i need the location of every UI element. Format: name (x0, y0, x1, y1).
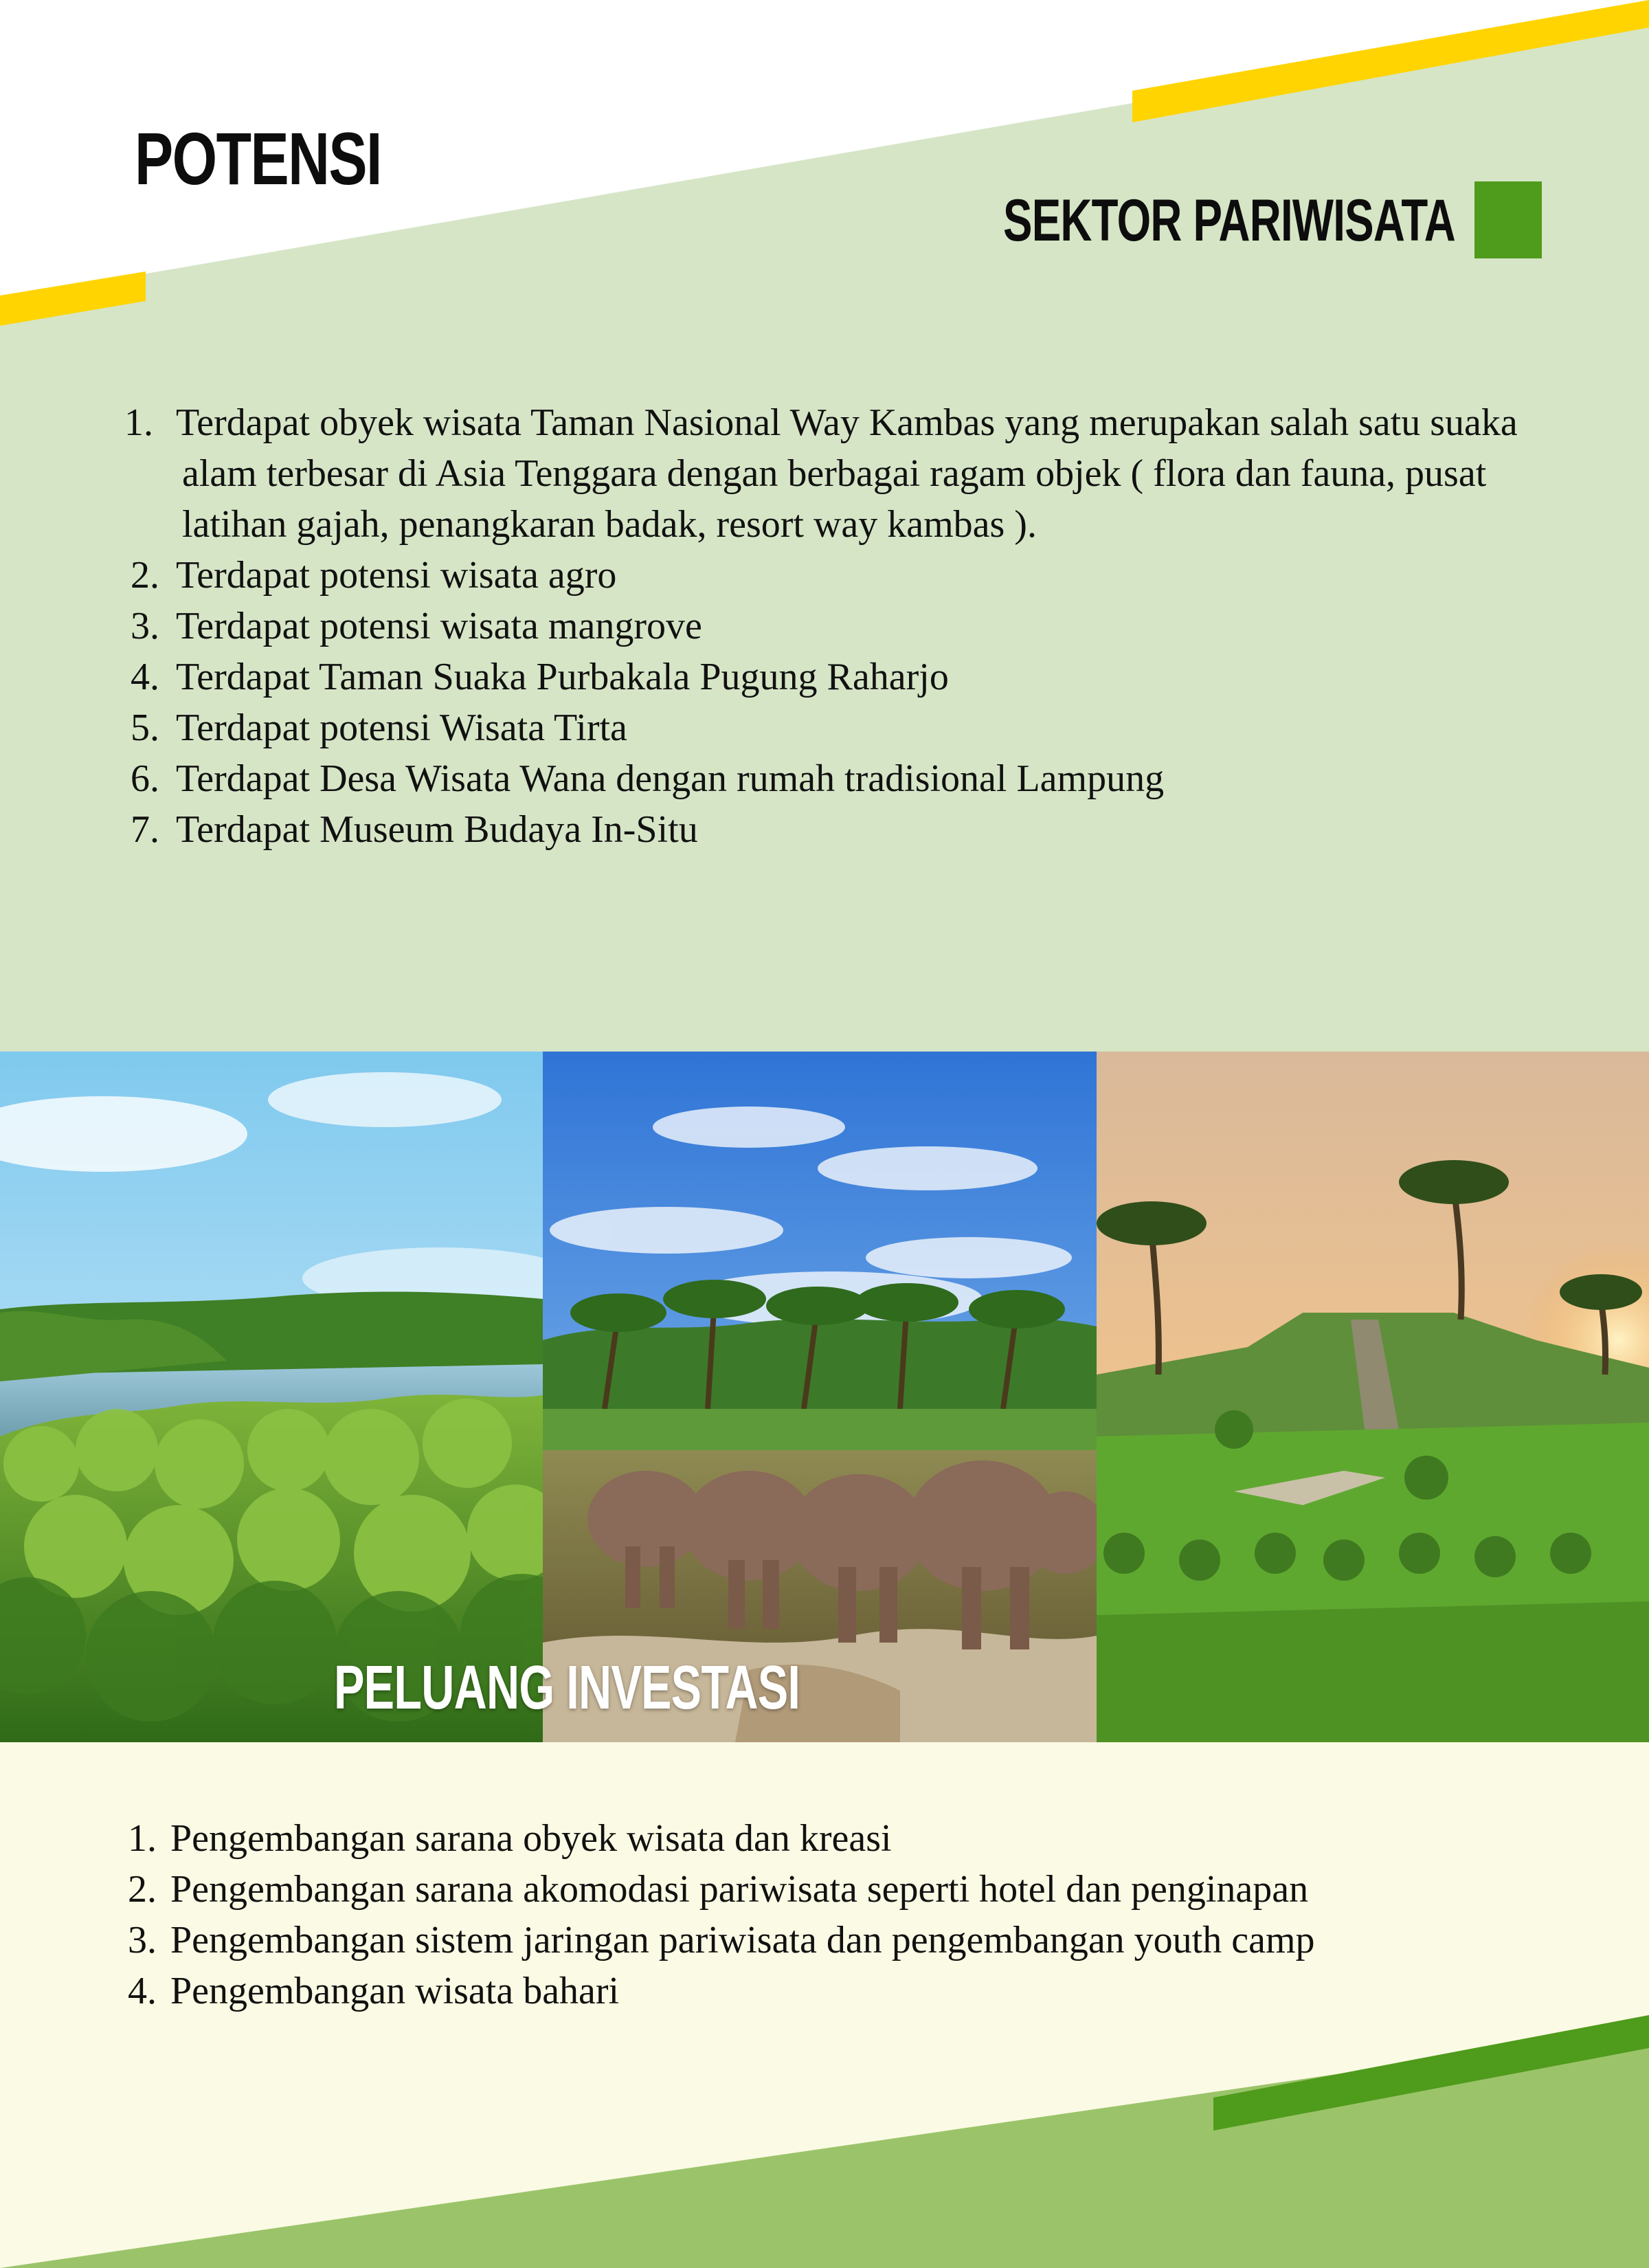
list-number: 5. (131, 707, 159, 749)
list-text: Pengembangan sarana akomodasi pariwisata seperti hotel dan penginapan (170, 1868, 1309, 1911)
list-item (131, 804, 1518, 855)
list-text: Terdapat Museum Budaya In-Situ (176, 808, 698, 851)
list-item (128, 1813, 1543, 1864)
list-text: Terdapat potensi Wisata Tirta (176, 707, 627, 749)
list-text: Pengembangan sistem jaringan pariwisata dan pengembangan youth camp (170, 1919, 1315, 1961)
list-number: 3. (128, 1919, 157, 1961)
archaeological-park-photo (1097, 1052, 1649, 1742)
list-number: 3. (131, 605, 159, 647)
list-item (128, 1915, 1543, 1966)
section-subtitle: SEKTOR PARIWISATA (1003, 188, 1456, 254)
list-item (131, 550, 1518, 601)
list-number: 2. (128, 1868, 157, 1911)
peluang-list (128, 1813, 1543, 2016)
list-number: 2. (131, 554, 159, 597)
mangrove-photo (0, 1052, 543, 1742)
list-item (124, 397, 1518, 550)
list-number: 6. (131, 757, 159, 800)
list-number: 1. (128, 1817, 157, 1860)
list-item (128, 1864, 1543, 1915)
list-item (131, 702, 1518, 753)
list-item (131, 652, 1518, 702)
list-text: Terdapat potensi wisata agro (176, 554, 617, 597)
list-number: 1. (124, 401, 153, 444)
page-title: POTENSI (135, 117, 381, 200)
list-text: Terdapat potensi wisata mangrove (176, 605, 702, 647)
list-text: Terdapat Taman Suaka Purbakala Pugung Raharjo (176, 656, 949, 698)
elephants-photo (543, 1052, 1097, 1742)
list-text: Pengembangan sarana obyek wisata dan kreasi (170, 1817, 892, 1860)
list-number: 4. (128, 1970, 157, 2012)
list-number: 4. (131, 656, 159, 698)
list-text: Pengembangan wisata bahari (170, 1970, 620, 2012)
list-item (131, 601, 1518, 652)
list-item (131, 753, 1518, 804)
list-item (128, 1966, 1543, 2016)
list-text: Terdapat obyek wisata Taman Nasional Way Kambas yang merupakan salah satu suaka alam terbesar di Asia Tenggara dengan berbagai ragam objek ( flora dan fauna, pusat latihan gajah, penangkaran badak, resort way kambas ). (176, 401, 1518, 546)
potensi-list (124, 397, 1518, 855)
square-icon (1474, 181, 1542, 258)
list-text: Terdapat Desa Wisata Wana dengan rumah tradisional Lampung (176, 757, 1165, 800)
peluang-investasi-label: PELUANG INVESTASI (334, 1654, 800, 1722)
list-number: 7. (131, 808, 159, 851)
photo-strip (0, 1052, 1649, 1742)
